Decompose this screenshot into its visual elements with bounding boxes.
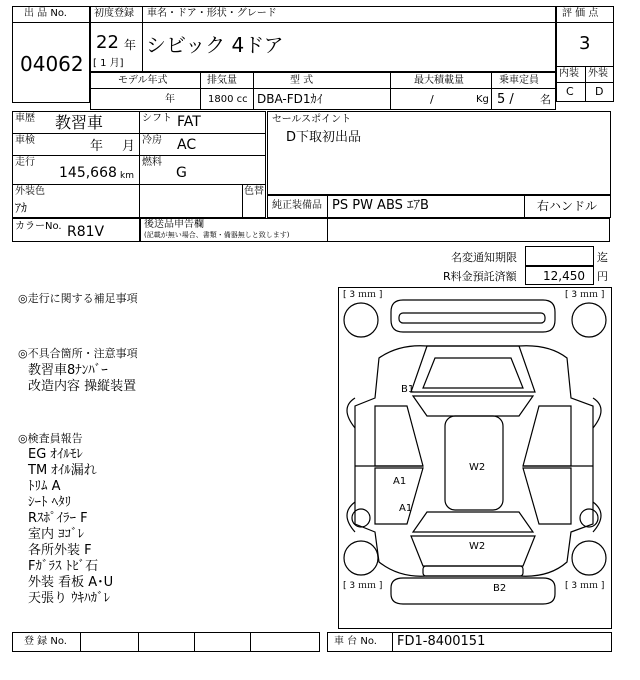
fender-right-front (593, 398, 601, 428)
aftermarket-note: (記載が無い場合、書類・備器無しと致します) (144, 231, 290, 239)
load-slash: / (430, 93, 434, 106)
damage-mark: B2 (493, 583, 507, 594)
interior-grade: C (566, 85, 574, 98)
rear-bumper (391, 578, 555, 604)
first-reg-label: 初度登録 (94, 8, 134, 19)
recycle-value: 12,450 (543, 269, 585, 283)
score-label: 評 価 点 (562, 8, 599, 19)
history-label: 車歴 (15, 113, 35, 124)
fender-left-front (347, 398, 355, 428)
car-outline (339, 288, 611, 628)
shift-label: シフト (142, 113, 172, 124)
chassis-no-value: FD1-8400151 (397, 634, 486, 649)
ac-value: AC (177, 137, 197, 153)
color-change-label: 色替 (244, 186, 264, 197)
ac-label: 冷房 (142, 135, 162, 146)
chassis-no-label: 車 台 No. (334, 636, 377, 647)
reg-month: [ 1 月] (93, 58, 124, 69)
reg-year: 22 (96, 32, 119, 53)
lot-label: 出 品 No. (24, 8, 67, 19)
report-item: Fｶﾞﾗｽ ﾄﾋﾞ石 (28, 559, 99, 574)
color-value: ｱｶ (15, 201, 28, 215)
damage-mark: A1 (393, 476, 407, 487)
inspector-report-title: ◎検査員報告 (18, 432, 83, 445)
capacity-unit: 名 (540, 93, 551, 106)
inspection-label: 車検 (15, 135, 35, 146)
door-right-front (523, 406, 571, 466)
report-item: ｼｰﾄ ﾍﾀﾘ (28, 495, 72, 510)
report-item: Rｽﾎﾟｲﾗｰ F (28, 511, 88, 526)
report-item: 室内 ﾖｺﾞﾚ (28, 527, 85, 542)
damage-mark: W2 (469, 462, 486, 473)
exterior-grade: D (595, 85, 604, 98)
defect-item: 改造内容 操縦装置 (28, 379, 137, 394)
color-no-value: R81V (67, 224, 105, 240)
roof-top-plate (391, 300, 555, 332)
roof-top-inner (399, 313, 545, 323)
car-name-label: 車名・ドア・形状・グレード (147, 8, 277, 19)
capacity-label: 乗車定員 (499, 75, 539, 86)
aftermarket-label: 後送品申告欄 (144, 219, 204, 230)
windshield (413, 396, 533, 416)
report-item: 天張り ｳｷﾊｶﾞﾚ (28, 591, 111, 606)
displacement-value: 1800 cc (208, 94, 248, 105)
deadline-box (525, 246, 594, 266)
fuel-value: G (176, 165, 187, 181)
report-item: EG ｵｲﾙﾓﾚ (28, 447, 83, 462)
report-item: 外装 看板 A･U (28, 575, 114, 590)
sales-point-label: セールスポイント (272, 114, 352, 125)
mileage-label: 走行 (15, 157, 35, 168)
tire-front-right (572, 303, 606, 337)
car-name: シビック 4ドア (146, 33, 284, 57)
hood (411, 346, 535, 392)
defect-item: 教習車8ﾅﾝﾊﾞｰ (28, 363, 108, 378)
recycle-label: R料金預託済額 (443, 270, 517, 283)
tire-tr-depth: [ 3 ｍｍ ] (565, 290, 605, 300)
inspection-month: 月 (122, 139, 136, 154)
tire-front-left (344, 303, 378, 337)
score-value: 3 (579, 33, 591, 54)
tire-br-depth: [ 3 ｍｍ ] (565, 581, 605, 591)
displacement-label: 排気量 (207, 75, 237, 86)
type-label: 型 式 (290, 75, 314, 86)
shift-value: FAT (177, 114, 201, 130)
interior-label: 内装 (559, 68, 579, 79)
driving-notes-title: ◎走行に関する補足事項 (18, 292, 138, 305)
exterior-label: 外装 (588, 68, 608, 79)
damage-mark: W2 (469, 541, 486, 552)
report-item: TM ｵｲﾙ漏れ (28, 463, 97, 478)
report-item: 各所外装 F (28, 543, 92, 558)
equipment-label: 純正装備品 (272, 200, 322, 211)
capacity-value: 5 / (497, 92, 514, 107)
inspector-report-list (28, 447, 113, 607)
defect-list (28, 363, 136, 395)
defect-notes-title: ◎不具合箇所・注意事項 (18, 347, 138, 360)
model-year-unit: 年 (165, 94, 175, 105)
fuel-label: 燃料 (142, 157, 162, 168)
lot-number: 04062 (20, 52, 84, 76)
history-value: 教習車 (55, 113, 104, 132)
deadline-unit: 迄 (597, 251, 608, 264)
report-item: ﾄﾘﾑ A (28, 479, 61, 494)
damage-mark: B1 (401, 384, 415, 395)
damage-diagram (338, 287, 612, 629)
recycle-unit: 円 (597, 270, 608, 283)
steering-value: 右ハンドル (537, 199, 598, 213)
tire-bl-depth: [ 3 ｍｍ ] (343, 581, 383, 591)
tire-rear-right (572, 541, 606, 575)
color-no-label: カラーNo. (15, 221, 62, 232)
mileage-value: 145,668 (59, 165, 117, 181)
color-label: 外装色 (15, 186, 45, 197)
load-label: 最大積載量 (414, 75, 464, 86)
reg-no-label: 登 録 No. (24, 636, 67, 647)
tire-rear-left (344, 541, 378, 575)
damage-mark: A1 (399, 503, 413, 514)
tire-right-mid (580, 509, 598, 527)
model-year-label: モデル年式 (118, 75, 168, 86)
type-value: DBA-FD1ｶｲ (257, 92, 323, 106)
sales-point-value: D下取初出品 (286, 130, 362, 145)
mileage-unit: km (120, 171, 134, 181)
inspection-year: 年 (90, 139, 104, 154)
reg-year-unit: 年 (124, 38, 137, 52)
door-left-front (375, 406, 423, 466)
tire-tl-depth: [ 3 ｍｍ ] (343, 290, 383, 300)
rear-window (413, 512, 533, 532)
deadline-label: 名変通知期限 (451, 251, 517, 264)
door-right-rear (523, 468, 571, 524)
equipment-value: PS PW ABS ｴｱB (332, 198, 429, 213)
load-unit: Kg (476, 94, 489, 105)
